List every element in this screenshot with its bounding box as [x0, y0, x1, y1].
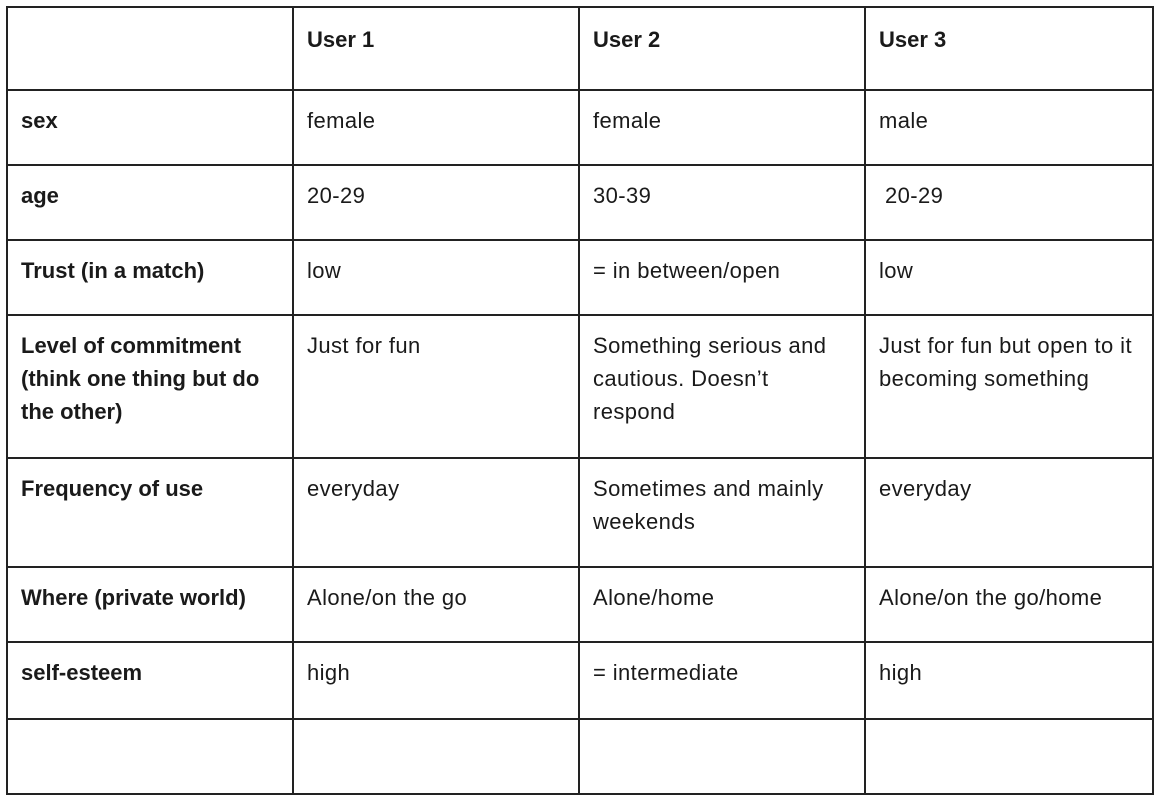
row-label-age: age [7, 165, 293, 240]
table-row [7, 315, 1153, 458]
row-label-commitment: Level of commitment (think one thing but do the other) [7, 315, 293, 458]
table-cell: Something serious and cautious. Doesn’t respond [579, 315, 865, 458]
table-cell: male [865, 90, 1153, 165]
row-label-empty [7, 719, 293, 794]
table-row [7, 90, 1153, 165]
table-cell [293, 719, 579, 794]
row-label-sex: sex [7, 90, 293, 165]
table-header-row [7, 7, 1153, 90]
row-label-where: Where (private world) [7, 567, 293, 642]
table-cell: = in between/open [579, 240, 865, 315]
table-cell: Alone/on the go/home [865, 567, 1153, 642]
table-cell [865, 719, 1153, 794]
table-cell: Alone/on the go [293, 567, 579, 642]
table-cell: female [579, 90, 865, 165]
table-cell: high [293, 642, 579, 719]
table-row [7, 240, 1153, 315]
table-row-empty [7, 719, 1153, 794]
table-cell: Just for fun but open to it becoming something [865, 315, 1153, 458]
table-cell: high [865, 642, 1153, 719]
header-cell-user-2: User 2 [579, 7, 865, 90]
table-row [7, 165, 1153, 240]
row-label-frequency: Frequency of use [7, 458, 293, 567]
table-cell: low [865, 240, 1153, 315]
table-cell: everyday [865, 458, 1153, 567]
table-cell [579, 719, 865, 794]
table-row [7, 567, 1153, 642]
table-cell: Sometimes and mainly weekends [579, 458, 865, 567]
table-cell: female [293, 90, 579, 165]
table-cell: 20-29 [865, 165, 1153, 240]
row-label-trust: Trust (in a match) [7, 240, 293, 315]
table-cell: Alone/home [579, 567, 865, 642]
row-label-self-esteem: self-esteem [7, 642, 293, 719]
table-cell: = intermediate [579, 642, 865, 719]
table-row [7, 458, 1153, 567]
header-cell-empty [7, 7, 293, 90]
table-row [7, 642, 1153, 719]
user-comparison-table [6, 6, 1154, 795]
table-cell: everyday [293, 458, 579, 567]
header-cell-user-3: User 3 [865, 7, 1153, 90]
table-cell: 30-39 [579, 165, 865, 240]
table-cell: 20-29 [293, 165, 579, 240]
table-cell: low [293, 240, 579, 315]
header-cell-user-1: User 1 [293, 7, 579, 90]
table-cell: Just for fun [293, 315, 579, 458]
